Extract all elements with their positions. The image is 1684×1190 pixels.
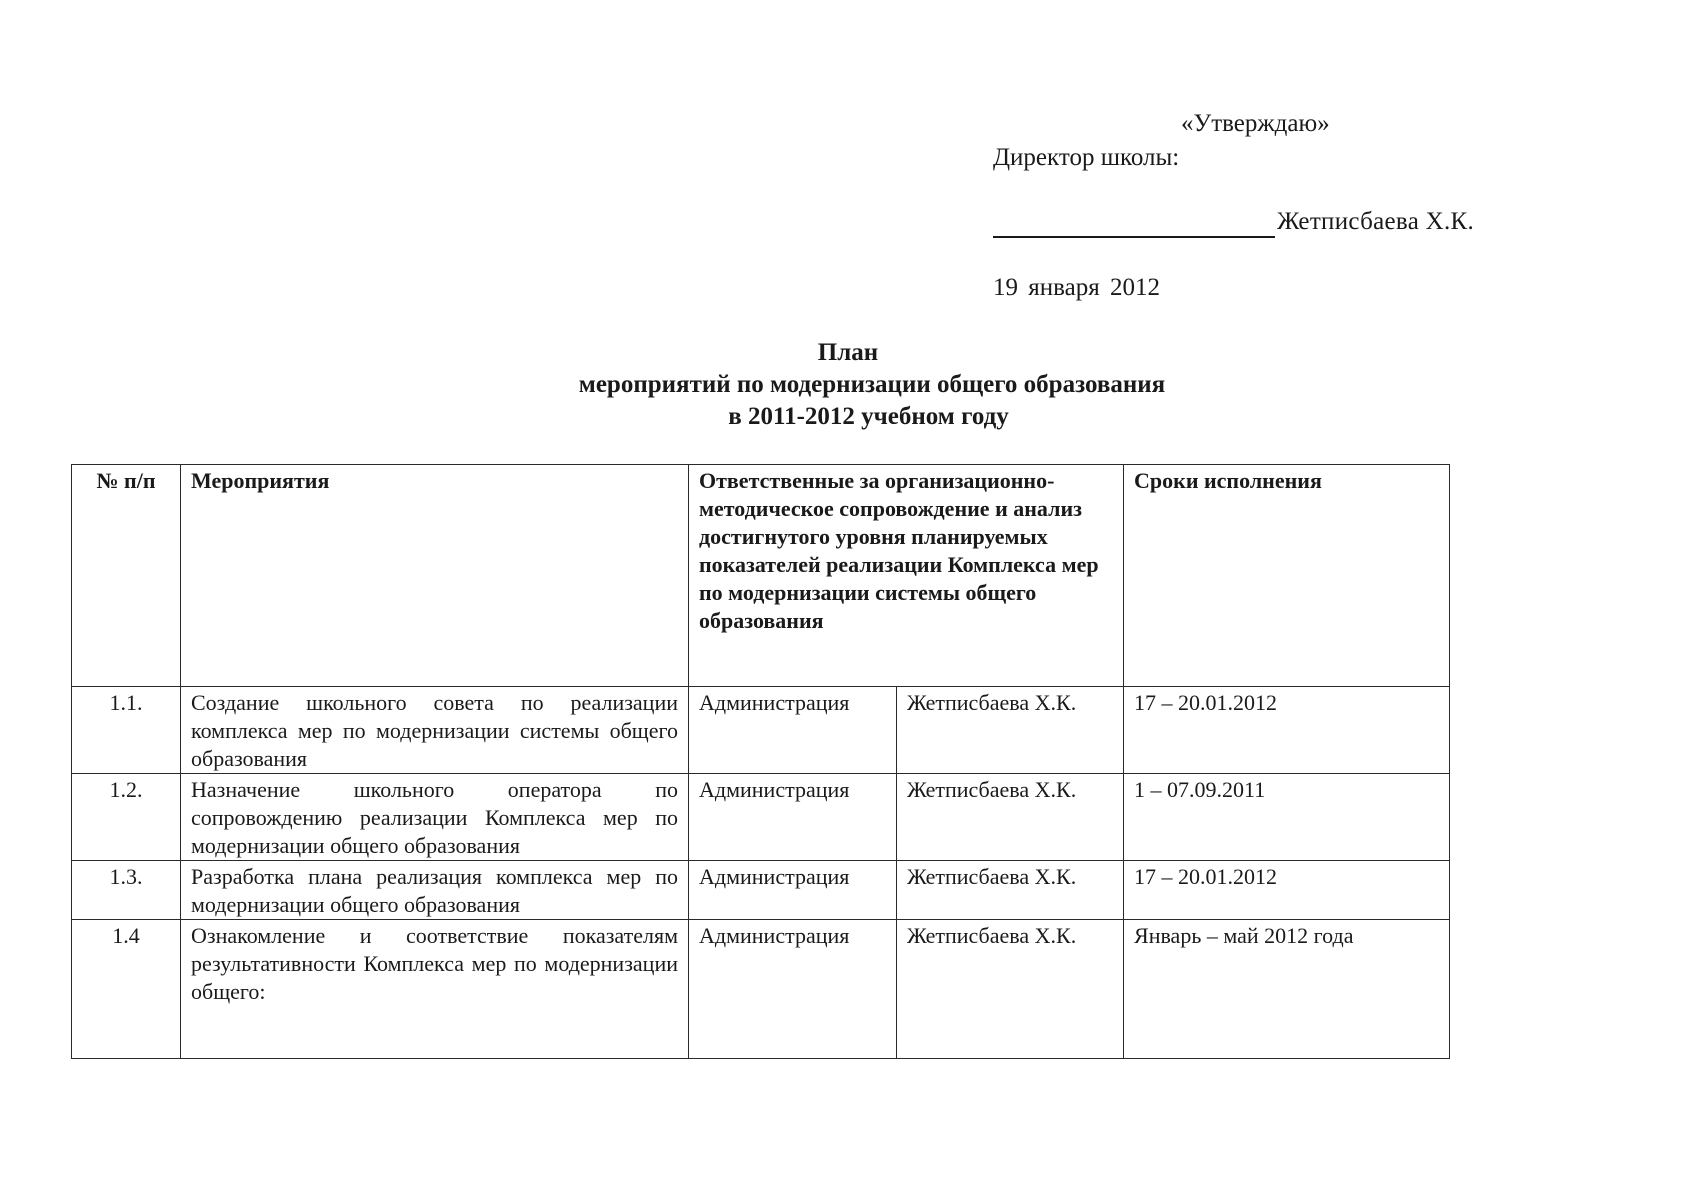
row-num: 1.2. xyxy=(72,774,181,861)
table-row xyxy=(72,861,1450,920)
row-deadline: 1 – 07.09.2011 xyxy=(1124,774,1450,861)
row-num: 1.3. xyxy=(72,861,181,920)
document-title xyxy=(0,337,1684,433)
approve-label: «Утверждаю» xyxy=(1181,110,1330,137)
row-responsible-person: Жетписбаева Х.К. xyxy=(897,920,1124,1059)
row-responsible-body: Администрация xyxy=(689,920,897,1059)
row-responsible-person: Жетписбаева Х.К. xyxy=(897,774,1124,861)
row-event: Разработка плана реализация комплекса мер по модернизации общего образования xyxy=(181,861,689,920)
row-num: 1.4 xyxy=(72,920,181,1059)
row-deadline: 17 – 20.01.2012 xyxy=(1124,687,1450,774)
table-row xyxy=(72,774,1450,861)
row-deadline: 17 – 20.01.2012 xyxy=(1124,861,1450,920)
row-event: Ознакомление и соответствие показателям результативности Комплекса мер по модернизации общего: xyxy=(181,920,689,1059)
row-event: Назначение школьного оператора по сопровождению реализации Комплекса мер по модернизации общего образования xyxy=(181,774,689,861)
header-responsible: Ответственные за организационно-методическое сопровождение и анализ достигнутого уровня планируемых показателей реализации Комплекса мер по модернизации системы общего образования xyxy=(689,465,1124,687)
signature-line xyxy=(993,210,1275,238)
signer-name: Жетписбаева Х.К. xyxy=(1277,208,1475,235)
title-line-3: в 2011-2012 учебном году xyxy=(728,403,1009,430)
row-deadline: Январь – май 2012 года xyxy=(1124,920,1450,1059)
row-responsible-person: Жетписбаева Х.К. xyxy=(897,687,1124,774)
title-line-2: мероприятий по модернизации общего образования xyxy=(578,371,1166,398)
row-event: Создание школьного совета по реализации комплекса мер по модернизации системы общего образования xyxy=(181,687,689,774)
director-label: Директор школы: xyxy=(993,144,1180,171)
table-row xyxy=(72,920,1450,1059)
header-event: Мероприятия xyxy=(181,465,689,687)
approval-date: 19 января 2012 xyxy=(993,274,1160,301)
title-line-1: План xyxy=(817,339,879,366)
table-header-row xyxy=(72,465,1450,687)
header-deadline: Сроки исполнения xyxy=(1124,465,1450,687)
row-responsible-body: Администрация xyxy=(689,861,897,920)
row-num: 1.1. xyxy=(72,687,181,774)
row-responsible-body: Администрация xyxy=(689,687,897,774)
header-num: № п/п xyxy=(72,465,181,687)
table-row xyxy=(72,687,1450,774)
plan-table xyxy=(71,464,1450,1059)
signature-row xyxy=(993,206,1474,238)
row-responsible-person: Жетписбаева Х.К. xyxy=(897,861,1124,920)
row-responsible-body: Администрация xyxy=(689,774,897,861)
